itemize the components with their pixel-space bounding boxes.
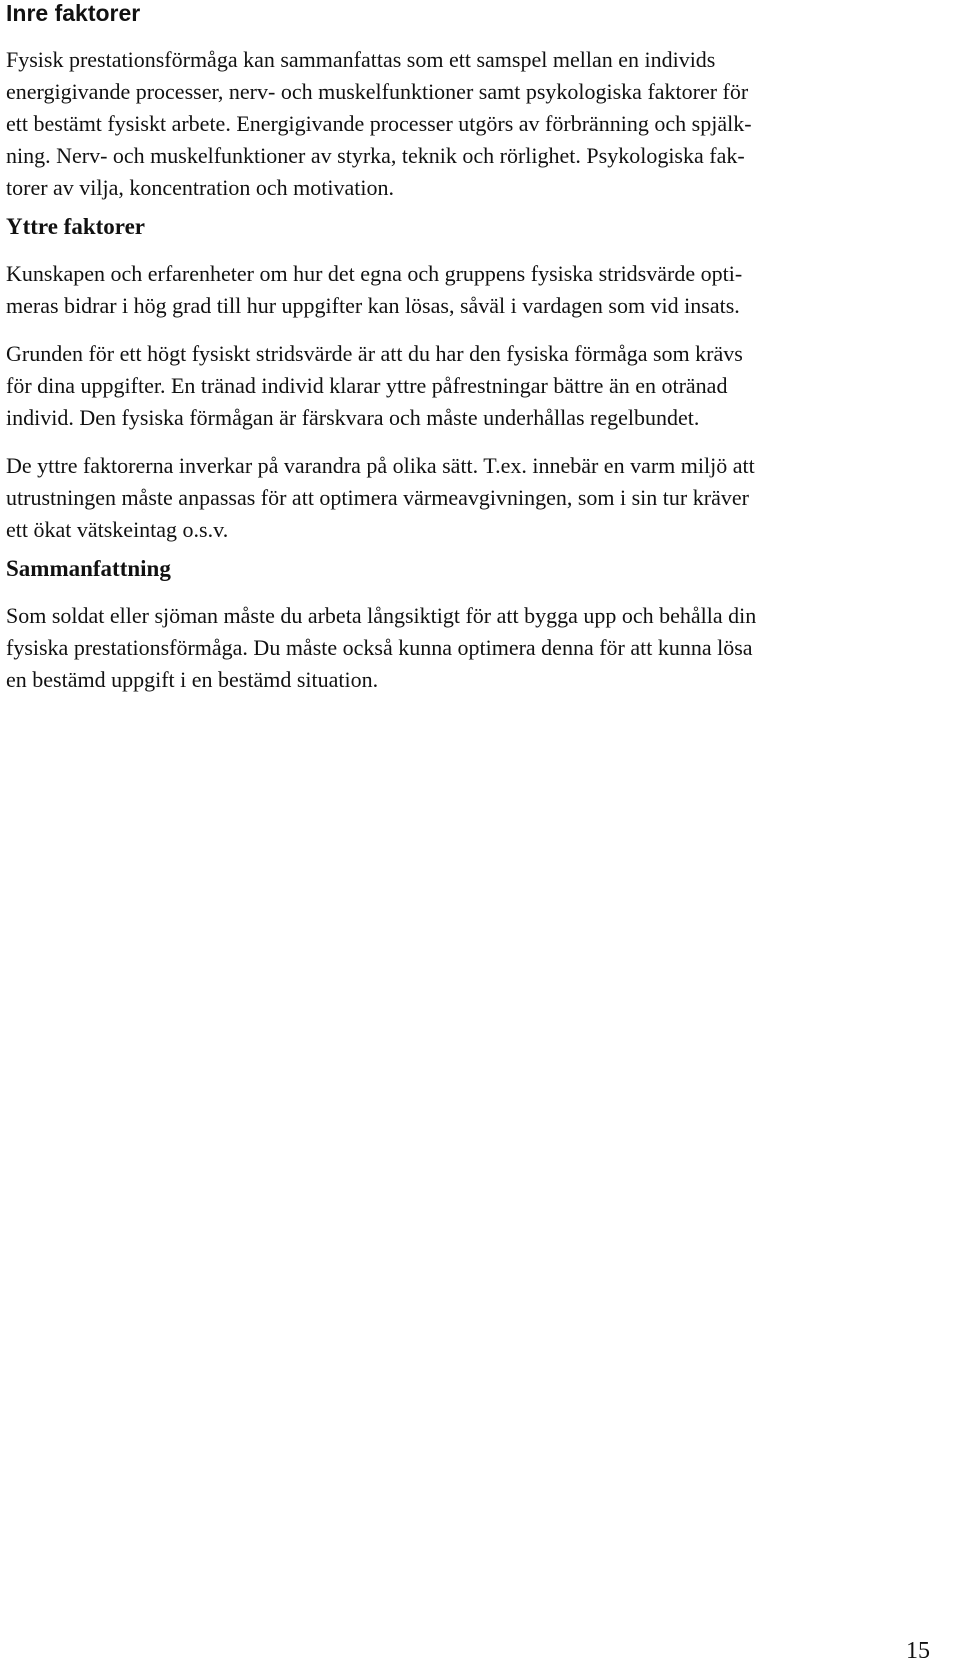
- text-line: individ. Den fysiska förmågan är färskvara och måste underhållas regelbundet.: [6, 405, 700, 430]
- text-line: Som soldat eller sjöman måste du arbeta långsiktigt för att bygga upp och behålla din: [6, 603, 757, 628]
- text-line: Fysisk prestationsförmåga kan sammanfattas som ett samspel mellan en individs: [6, 47, 716, 72]
- text-line: för dina uppgifter. En tränad individ klarar yttre påfrestningar bättre än en otränad: [6, 373, 728, 398]
- text-line: ett bestämt fysiskt arbete. Energigivande processer utgörs av förbränning och spjälk-: [6, 111, 752, 136]
- document-page: [6, 0, 926, 696]
- text-line: fysiska prestationsförmåga. Du måste också kunna optimera denna för att kunna lösa: [6, 635, 753, 660]
- text-line: ett ökat vätskeintag o.s.v.: [6, 517, 229, 542]
- text-line: ning. Nerv- och muskelfunktioner av styrka, teknik och rörlighet. Psykologiska fak-: [6, 143, 745, 168]
- text-line: Kunskapen och erfarenheter om hur det egna och gruppens fysiska stridsvärde opti-: [6, 261, 743, 286]
- paragraph-yttre-grunden: [6, 338, 926, 434]
- text-line: en bestämd uppgift i en bestämd situation.: [6, 667, 379, 692]
- heading-inre-faktorer: Inre faktorer: [6, 0, 141, 26]
- paragraph-inre-faktorer: [6, 44, 926, 204]
- heading-yttre-faktorer: Yttre faktorer: [6, 214, 145, 239]
- page-number: 15: [906, 1638, 930, 1664]
- text-line: De yttre faktorerna inverkar på varandra på olika sätt. T.ex. innebär en varm miljö att: [6, 453, 755, 478]
- text-line: Grunden för ett högt fysiskt stridsvärde är att du har den fysiska förmåga som krävs: [6, 341, 743, 366]
- text-line: energigivande processer, nerv- och muskelfunktioner samt psykologiska faktorer för: [6, 79, 749, 104]
- paragraph-yttre-kunskapen: [6, 258, 926, 322]
- heading-sammanfattning: Sammanfattning: [6, 556, 171, 581]
- text-line: utrustningen måste anpassas för att optimera värmeavgivningen, som i sin tur kräver: [6, 485, 749, 510]
- text-line: torer av vilja, koncentration och motivation.: [6, 175, 394, 200]
- paragraph-sammanfattning: [6, 600, 926, 696]
- paragraph-yttre-inverkan: [6, 450, 926, 546]
- text-line: meras bidrar i hög grad till hur uppgifter kan lösas, såväl i vardagen som vid insats.: [6, 293, 740, 318]
